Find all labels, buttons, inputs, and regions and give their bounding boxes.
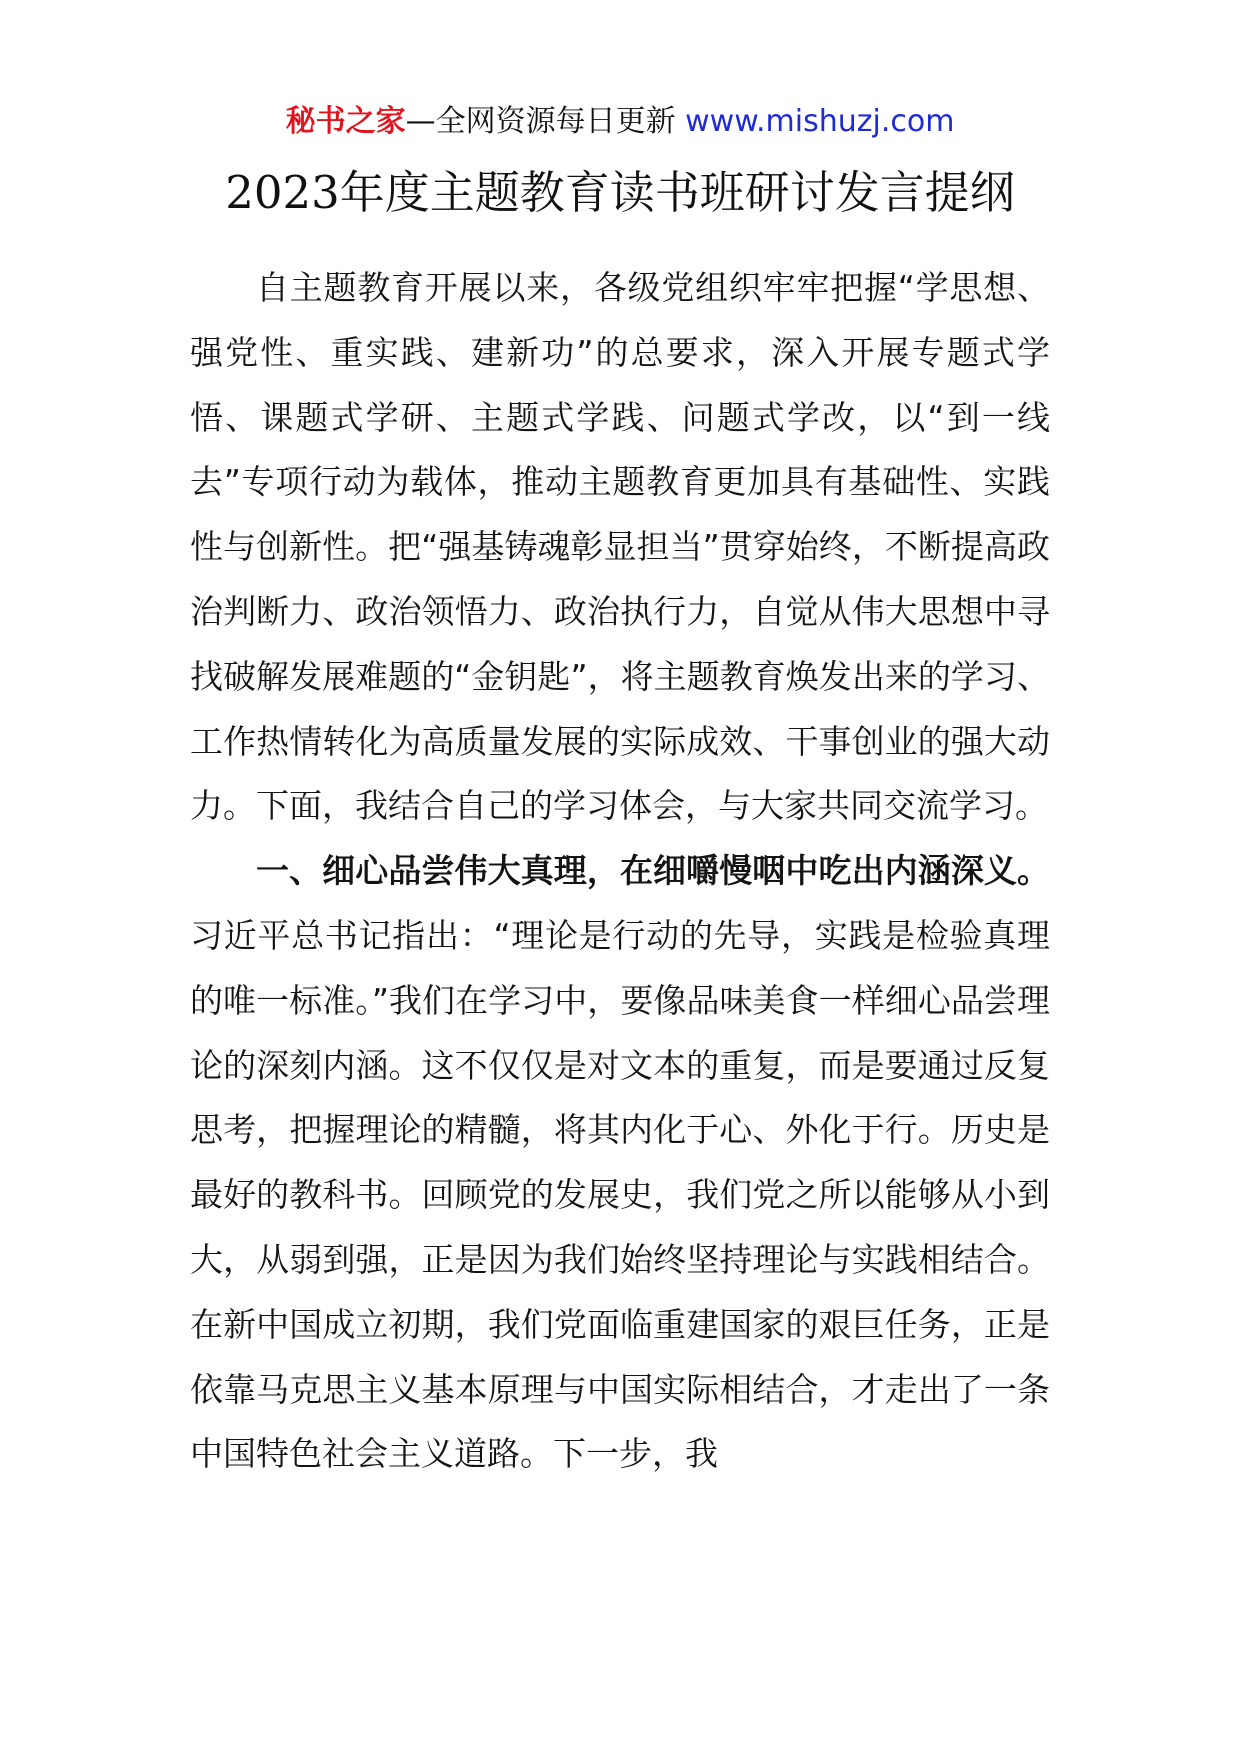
paragraph-section-1 xyxy=(190,839,1050,1487)
site-url[interactable]: www.mishuzj.com xyxy=(685,104,955,139)
site-slogan: —全网资源每日更新 xyxy=(405,104,686,139)
title-text: 年度主题教育读书班研讨发言提纲 xyxy=(339,166,1015,219)
document-body xyxy=(190,256,1050,1487)
paragraph-text: 自主题教育开展以来，各级党组织牢牢把握“学思想、强党性、重实践、建新功”的总要求，深入开展专题式学悟、课题式学研、主题式学践、问题式学改，以“到一线去”专项行动为载体，推动主题教育更加具有基础性、实践性与创新性。把“强基铸魂彰显担当”贯穿始终，不断提高政治判断力、政治领悟力、政治执行力，自觉从伟大思想中寻找破解发展难题的“金钥匙”，将主题教育焕发出来的学习、工作热情转化为高质量发展的实际成效、干事创业的强大动力。下面，我结合自己的学习体会，与大家共同交流学习。 xyxy=(190,268,1050,826)
document-title xyxy=(0,160,1240,226)
site-header xyxy=(0,100,1240,144)
paragraph-text: 习近平总书记指出：“理论是行动的先导，实践是检验真理的唯一标准。”我们在学习中，要像品味美食一样细心品尝理论的深刻内涵。这不仅仅是对文本的重复，而是要通过反复思考，把握理论的精髓，将其内化于心、外化于行。历史是最好的教科书。回顾党的发展史，我们党之所以能够从小到大，从弱到强，正是因为我们始终坚持理论与实践相结合。在新中国成立初期，我们党面临重建国家的艰巨任务，正是依靠马克思主义基本原理与中国实际相结合，才走出了一条中国特色社会主义道路。下一步，我 xyxy=(190,915,1050,1474)
title-year: 2023 xyxy=(225,166,340,219)
brand-name: 秘书之家 xyxy=(285,104,406,139)
paragraph-intro xyxy=(190,256,1050,839)
section-heading: 一、细心品尝伟大真理，在细嚼慢咽中吃出内涵深义。 xyxy=(256,851,1050,891)
